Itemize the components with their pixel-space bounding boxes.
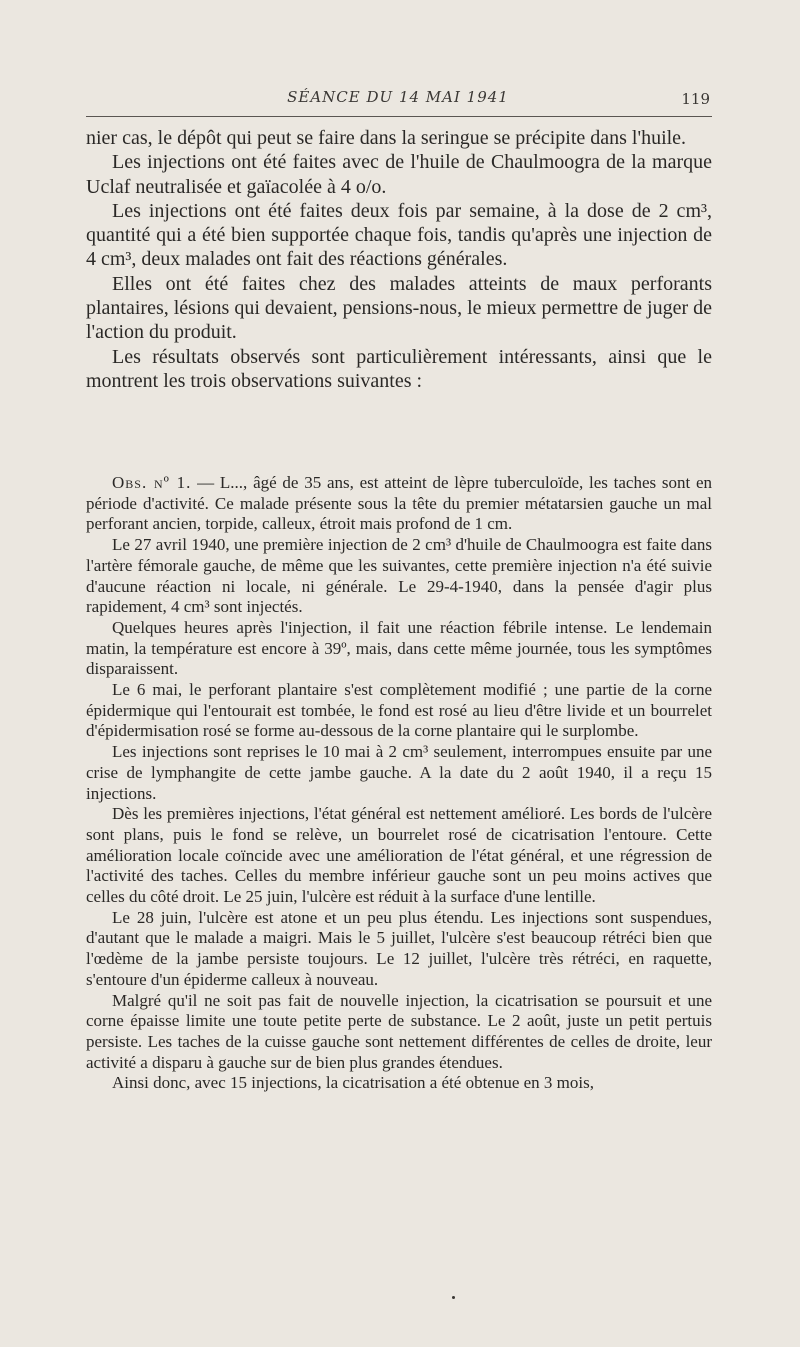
observation-paragraph: Malgré qu'il ne soit pas fait de nouvelle injection, la cicatrisation se poursuit et une corne épaisse limite une toute petite perte de substance. Le 2 août, juste un petit pertuis persiste. Les taches de la cuisse gauche sont nettement différentes de celles de droite, leur activité a disparu à gauche sur de bien plus grandes étendues.	[86, 990, 712, 1072]
paragraph: Les injections ont été faites avec de l'huile de Chaulmoogra de la marque Uclaf neutralisée et gaïacolée à 4 o/o.	[86, 151, 712, 198]
observation-paragraph: Ainsi donc, avec 15 injections, la cicatrisation a été obtenue en 3 mois,	[112, 1073, 594, 1093]
page-header	[86, 84, 710, 114]
observation-paragraph: Le 28 juin, l'ulcère est atone et un peu plus étendu. Les injections sont suspendues, d'autant que le malade a maigri. Mais le 5 juillet, l'ulcère s'est beaucoup rétréci bien que l'œdème de la jambe persiste toujours. Le 12 juillet, l'ulcère très rétréci, en raquette, s'entoure d'un épiderme calleux à nouveau.	[86, 907, 712, 989]
observation-lead: Obs. nº 1.	[112, 473, 192, 492]
observation-paragraph: Dès les premières injections, l'état général est nettement amélioré. Les bords de l'ulcère sont plans, puis le fond se relève, un bourrelet rosé de cicatrisation l'entoure. Cette amélioration locale coïncide avec une amélioration de l'état général, et une régression de l'activité des taches. Celles du membre inférieur gauche sont un peu moins actives que celles du côté droit. Le 25 juin, l'ulcère est réduit à la surface d'une lentille.	[86, 804, 712, 907]
page-number: 119	[681, 90, 710, 108]
paragraph: Les injections ont été faites deux fois par semaine, à la dose de 2 cm³, quantité qui a été bien supportée chaque fois, tandis qu'après une injection de 4 cm³, deux malades ont fait des réactions générales.	[86, 199, 712, 271]
paragraph: Les résultats observés sont particulièrement intéressants, ainsi que le montrent les trois observations suivantes :	[86, 345, 712, 392]
observation-paragraph: Les injections sont reprises le 10 mai à 2 cm³ seulement, interrompues ensuite par une crise de lymphangite de cette jambe gauche. A la date du 2 août 1940, il a reçu 15 injections.	[86, 742, 712, 803]
observation-text: — L..., âgé de 35 ans, est atteint de lèpre tuberculoïde, les taches sont en période d'activité. Ce malade présente sous la tête du premier métatarsien gauche un mal perforant ancien, torpide, calleux, étroit mais profond de 1 cm.	[86, 473, 713, 534]
observation-1	[86, 473, 712, 1094]
running-title: SÉANCE DU 14 MAI 1941	[287, 88, 509, 106]
paragraph: Elles ont été faites chez des malades atteints de maux perforants plantaires, lésions qui devaient, pensions-nous, le mieux permettre de juger de l'action du produit.	[86, 272, 712, 344]
observation-paragraph: Le 27 avril 1940, une première injection de 2 cm³ d'huile de Chaulmoogra est faite dans l'artère fémorale gauche, de même que les suivantes, cette première injection n'a été suivie d'aucune réaction ni locale, ni générale. Le 29-4-1940, dans la pensée d'agir plus rapidement, 4 cm³ sont injectés.	[86, 535, 712, 617]
observation-paragraph: Le 6 mai, le perforant plantaire s'est complètement modifié ; une partie de la corne épidermique qui l'entourait est tombée, le fond est rosé au lieu d'être livide et un bourrelet d'épidermisation rosé se forme au-dessous de la corne plantaire qui le surplombe.	[86, 680, 712, 741]
paragraph: nier cas, le dépôt qui peut se faire dans la seringue se précipite dans l'huile.	[86, 127, 687, 149]
header-rule	[86, 116, 712, 117]
intro-text	[86, 126, 712, 393]
ink-speck	[452, 1296, 455, 1299]
observation-paragraph	[86, 473, 712, 535]
observation-paragraph: Quelques heures après l'injection, il fait une réaction fébrile intense. Le lendemain matin, la température est encore à 39º, mais, dans cette même journée, tous les symptômes disparaissent.	[86, 617, 712, 679]
